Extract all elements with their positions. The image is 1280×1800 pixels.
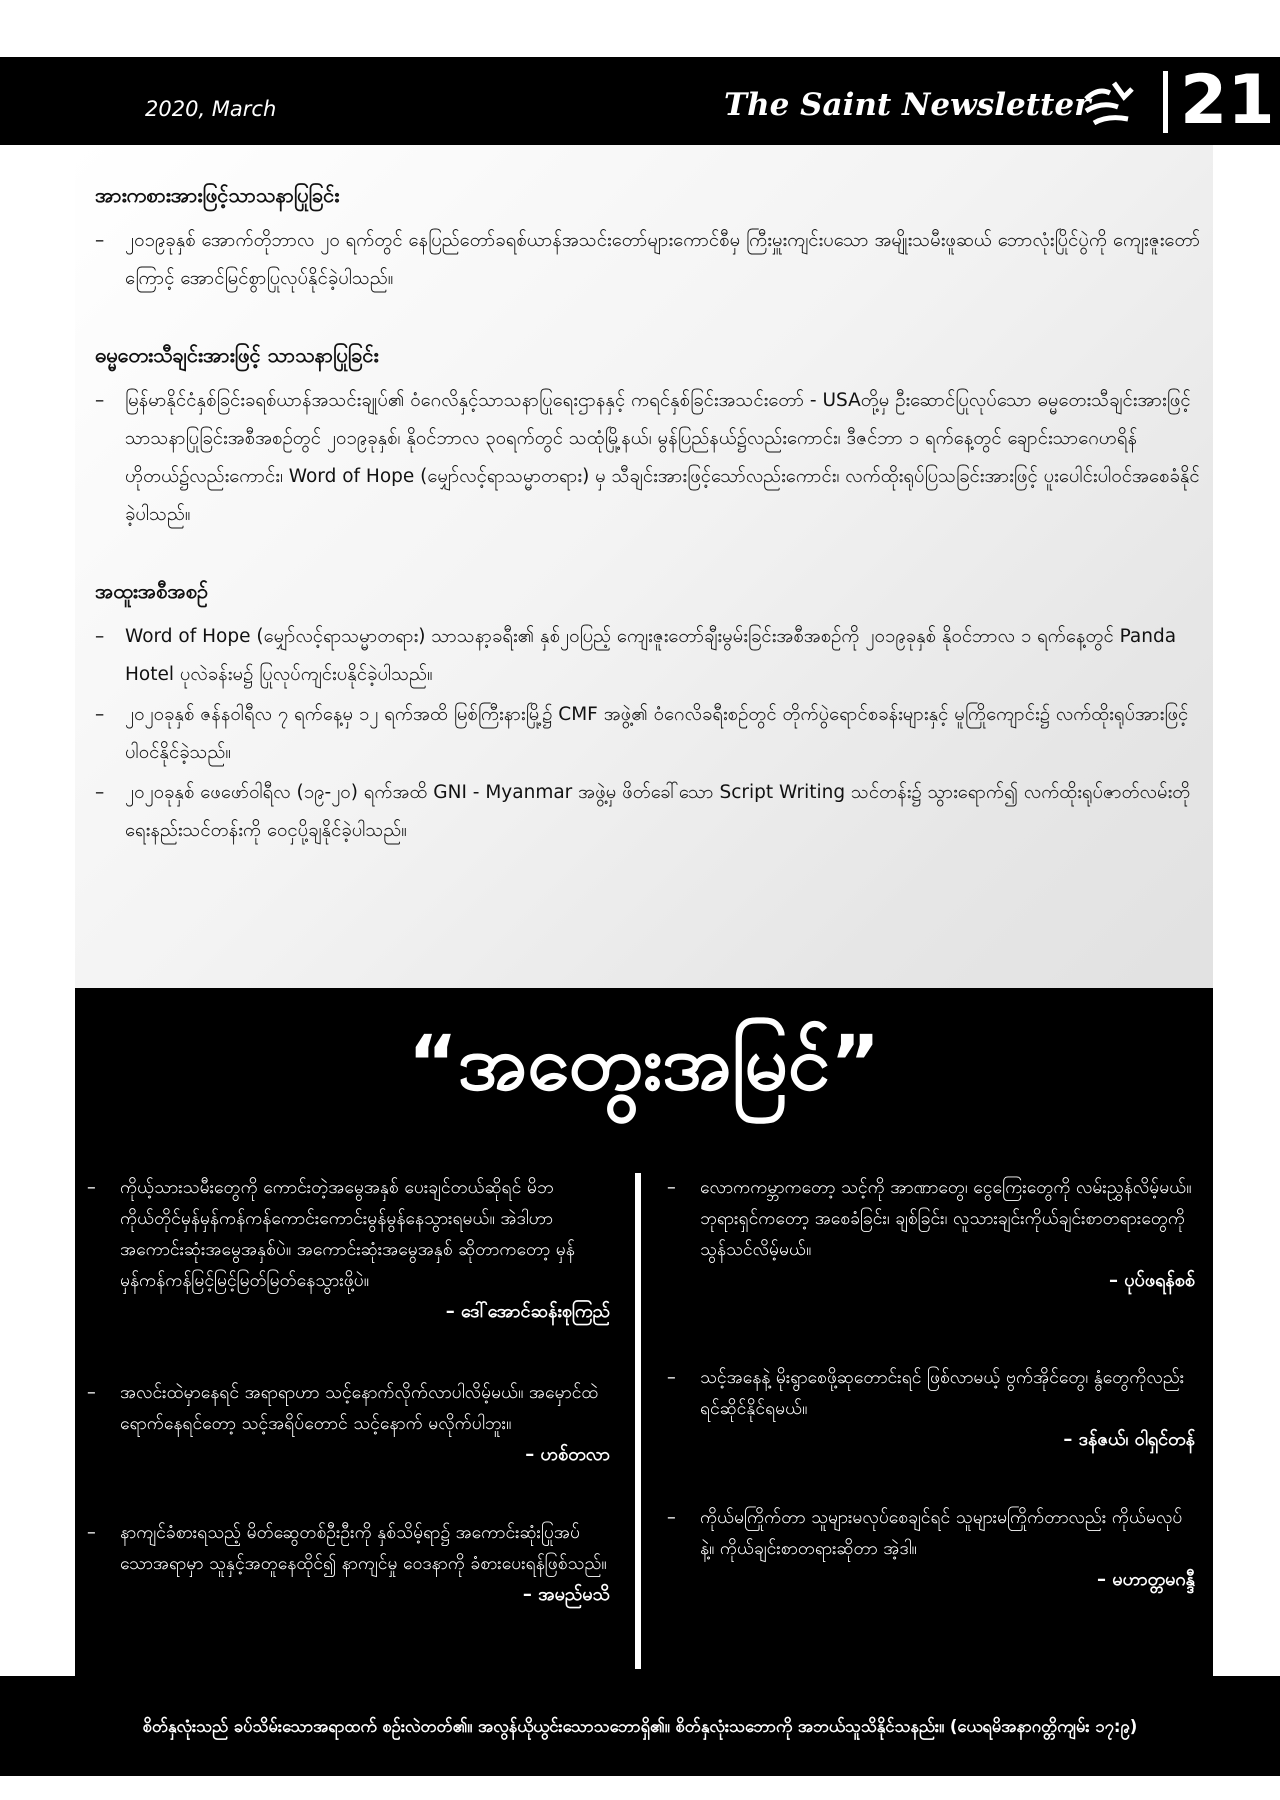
quote-author: – ပုပ်ဖရန်စစ် — [1109, 1270, 1195, 1291]
quote-author: – အမည်မသိ — [522, 1584, 610, 1605]
column-divider — [635, 1173, 641, 1669]
quote-text: သင့်အနေနဲ့ မိုးရွာစေဖို့ဆုတောင်းရင် ဖြစ်လာမယ့် ဗွက်အိုင်တွေ၊ နွံတွေကိုလည်း ရင်ဆိုင်နိုင်ရမယ်။ — [700, 1368, 1185, 1419]
section-heading: အထူးအစီအစဉ် — [95, 579, 209, 603]
quote-item — [75, 1173, 610, 1378]
quote-text: ကိုယ်မကြိုက်တာ သူများမလုပ်စေချင်ရင် သူများမကြိုက်တာလည်း ကိုယ်မလုပ်နဲ့။ ကိုယ်ချင်းစာတရားဆိုတာ အဲ့ဒါ။ — [700, 1508, 1183, 1559]
section-sports-mission — [95, 180, 1205, 298]
list-item — [95, 382, 1205, 534]
page-header — [0, 57, 1280, 145]
quote-author: – ဟစ်တလာ — [525, 1444, 610, 1465]
newsletter-title: The Saint Newsletter — [724, 87, 1091, 123]
section-gospel-songs — [95, 340, 1205, 534]
quote-item — [655, 1173, 1195, 1363]
dash-marker: – — [87, 1178, 96, 1198]
quote-item — [75, 1378, 610, 1518]
issue-date: 2020, March — [145, 97, 277, 121]
footer-verse: စိတ်နှလုံးသည် ခပ်သိမ်းသောအရာထက် စဉ်းလဲတတ်၏။ အလွန်ယိုယွင်းသောသဘောရှိ၏။ စိတ်နှလုံးသဘောကို အဘယ်သူသိနိုင်သနည်း။ (ယေရမိအနာဂတ္တိကျမ်း ၁၇:၉) — [142, 1717, 1138, 1736]
list-item — [95, 696, 1205, 772]
quotes-title: “အတွေးအမြင်” — [407, 1018, 881, 1107]
dash-marker: – — [95, 390, 105, 411]
quotes-right-column — [655, 1173, 1195, 1595]
item-text: Word of Hope (မျှော်လင့်ရာသမ္မာတရား) သာသနာ့ခရီး၏ နှစ်၂၀ပြည့် ကျေးဇူးတော်ချီးမွမ်းခြင်းအစီအစဉ်ကို ၂၀၁၉ခုနှစ် နိုဝင်ဘာလ ၁ ရက်နေ့တွင် Panda Hotel ပုလဲခန်းမ၌ ပြုလုပ်ကျင်းပနိုင်ခဲ့ပါသည်။ — [125, 626, 1177, 685]
main-content — [95, 180, 1205, 892]
list-item — [95, 618, 1205, 694]
quote-text: လောကကမ္ဘာကတော့ သင့်ကို အာဏာတွေ၊ ငွေကြေးတွေကို လမ်းညွှန်လိမ့်မယ်။ ဘုရားရှင်ကတော့ အစေခံခြင်း၊ ချစ်ခြင်း၊ လူသားချင်းကိုယ်ချင်းစာတရားတွေကို သွန်သင်လိမ့်မယ်။ — [700, 1178, 1192, 1260]
quote-item — [75, 1518, 610, 1610]
page-number: 21 — [1180, 61, 1275, 140]
quote-text: အလင်းထဲမှာနေရင် အရာရာဟာ သင့်နောက်လိုက်လာပါလိမ့်မယ်။ အမှောင်ထဲရောက်နေရင်တော့ သင့်အရိပ်တောင် သင့်နောက် မလိုက်ပါဘူး။ — [120, 1383, 599, 1434]
item-text: ၂၀၁၉ခုနှစ် အောက်တိုဘာလ ၂၀ ရက်တွင် နေပြည်တော်ခရစ်ယာန်အသင်းတော်များကောင်စီမှ ကြီးမှူးကျင်းပသော အမျိုးသမီးဖူဆယ် ဘောလုံးပြိုင်ပွဲကို ကျေးဇူးတော်ကြောင့် အောင်မြင်စွာပြုလုပ်နိုင်ခဲ့ပါသည်။ — [125, 230, 1201, 289]
quote-item — [655, 1503, 1195, 1595]
dash-marker: – — [667, 1508, 676, 1528]
page-footer — [0, 1676, 1280, 1776]
quote-author: – ဒေါ်အောင်ဆန်းစုကြည် — [445, 1301, 610, 1322]
list-item — [95, 774, 1205, 850]
dash-marker: – — [667, 1368, 676, 1388]
quotes-box — [75, 988, 1213, 1676]
quote-text: ကိုယ့်သားသမီးတွေကို ကောင်းတဲ့အမွေအနှစ် ပေးချင်တယ်ဆိုရင် မိဘကိုယ်တိုင်မှန်မှန်ကန်ကန်ကောင်းကောင်းမွန်မွန်နေသွားရမယ်။ အဲဒါဟာ အကောင်းဆုံးအမွေအနှစ်ပဲ။ အကောင်းဆုံးအမွေအနှစ် ဆိုတာကတော့ မှန်မှန်ကန်ကန်မြင့်မြင့်မြတ်မြတ်နေသွားဖို့ပဲ။ — [120, 1178, 575, 1291]
item-text: ၂၀၂၀ခုနှစ် ဖေဖော်ဝါရီလ (၁၉-၂၀) ရက်အထိ GNI - Myanmar အဖွဲ့မှ ဖိတ်ခေါ်သော Script Writing သင်တန်း၌ သွားရောက်၍ လက်ထိုးရုပ်ဇာတ်လမ်းတိုရေးနည်းသင်တန်းကို ဝေငှပို့ချနိုင်ခဲ့ပါသည်။ — [125, 782, 1191, 841]
section-heading: ဓမ္မတေးသီချင်းအားဖြင့် သာသနာပြုခြင်း — [95, 343, 379, 367]
dash-marker: – — [95, 782, 105, 803]
header-separator — [1163, 71, 1168, 133]
dash-marker: – — [95, 704, 105, 725]
section-special-program — [95, 576, 1205, 850]
quote-item — [655, 1363, 1195, 1503]
dash-marker: – — [95, 230, 105, 251]
dash-marker: – — [95, 626, 105, 647]
dash-marker: – — [87, 1383, 96, 1403]
quotes-left-column — [75, 1173, 610, 1610]
section-heading: အားကစားအားဖြင့်သာသနာပြုခြင်း — [95, 183, 340, 207]
quote-author: – ဒန်ဇယ်၊ ဝါရှင်တန် — [1063, 1429, 1195, 1450]
list-item — [95, 222, 1205, 298]
item-text: မြန်မာနိုင်ငံနှစ်ခြင်းခရစ်ယာန်အသင်းချုပ်၏ ဝံဂေလိနှင့်သာသနာပြုရေးဌာနနှင့် ကရင်နှစ်ခြင်းအသင်းတော် - USAတို့မှ ဦးဆောင်ပြုလုပ်သော ဓမ္မတေးသီချင်းအားဖြင့် သာသနာပြုခြင်းအစီအစဉ်တွင် ၂၀၁၉ခုနှစ်၊ နိုဝင်ဘာလ ၃၀ရက်တွင် သထုံမြို့နယ်၊ မွန်ပြည်နယ်၌လည်းကောင်း၊ ဒီဇင်ဘာ ၁ ရက်နေ့တွင် ချောင်းသာဂေဟရိန်ဟိုတယ်၌လည်းကောင်း၊ Word of Hope (မျှော်လင့်ရာသမ္မာတရား) မှ သီချင်းအားဖြင့်သော်လည်းကောင်း၊ လက်ထိုးရုပ်ပြသခြင်းအားဖြင့် ပူးပေါင်းပါဝင်အစေခံနိုင်ခဲ့ပါသည်။ — [125, 390, 1200, 525]
item-text: ၂၀၂၀ခုနှစ် ဇန်နဝါရီလ ၇ ရက်နေ့မှ ၁၂ ရက်အထိ မြစ်ကြီးနားမြို့၌ CMF အဖွဲ့၏ ဝံဂေလိခရီးစဉ်တွင် တိုက်ပွဲရောင်စခန်းများနှင့် မူကြိုကျောင်း၌ လက်ထိုးရုပ်အားဖြင့် ပါဝင်နိုင်ခဲ့သည်။ — [125, 704, 1189, 763]
dash-marker: – — [87, 1523, 96, 1543]
quote-text: နာကျင်ခံစားရသည့် မိတ်ဆွေတစ်ဦးဦးကို နှစ်သိမ့်ရာ၌ အကောင်းဆုံးပြုအပ်သောအရာမှာ သူနှင့်အတူနေထိုင်၍ နာကျင်မှု ဝေဒနာကို ခံစားပေးရန်ဖြစ်သည်။ — [120, 1523, 607, 1574]
newsletter-logo-icon — [1080, 79, 1136, 129]
dash-marker: – — [667, 1178, 676, 1198]
quote-author: – မဟာတ္တမဂန္ဒီ — [1097, 1569, 1195, 1590]
